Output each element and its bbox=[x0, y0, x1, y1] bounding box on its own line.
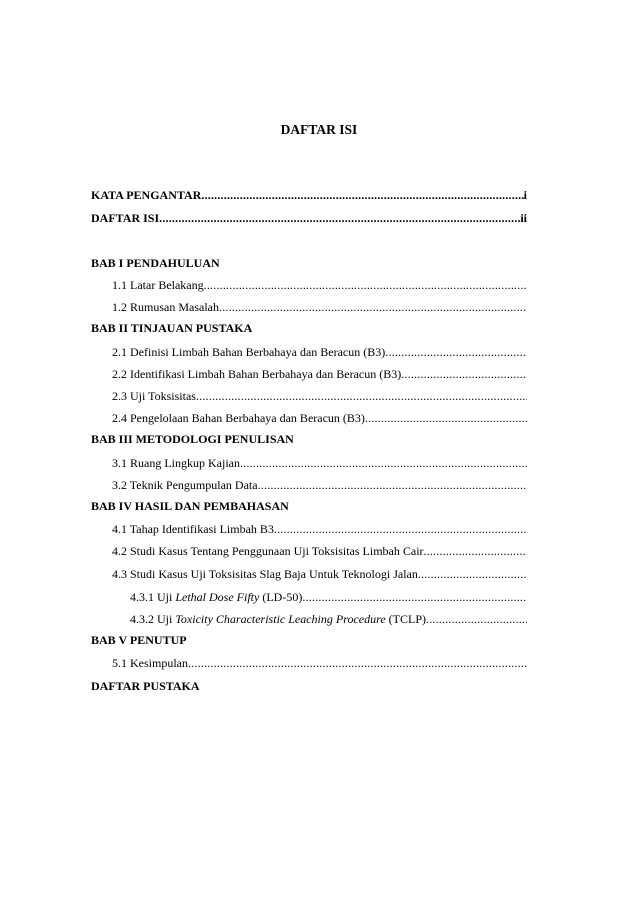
toc-entry-text: DAFTAR ISI bbox=[91, 211, 160, 225]
toc-entry-1-2[interactable] bbox=[112, 299, 527, 316]
toc-page-number: ii bbox=[520, 211, 527, 225]
toc-entry-text: 2.2 Identifikasi Limbah Bahan Berbahaya dan Beracun (B3) bbox=[112, 367, 402, 381]
dot-leader bbox=[201, 187, 523, 204]
dot-leader bbox=[365, 410, 527, 427]
page-title: DAFTAR ISI bbox=[280, 122, 358, 137]
toc-entry-text bbox=[130, 589, 302, 606]
toc-entry-prefix: 4.3.2 Uji bbox=[130, 612, 176, 626]
toc-entry-text bbox=[130, 611, 426, 628]
toc-entry-text: 2.4 Pengelolaan Bahan Berbahaya dan Beracun (B3) bbox=[112, 411, 365, 425]
dot-leader bbox=[302, 589, 527, 606]
toc-entry-prefix: 4.3.1 Uji bbox=[130, 590, 176, 604]
toc-entry-text: 1.2 Rumusan Masalah bbox=[112, 300, 219, 314]
toc-entry-daftar-isi[interactable] bbox=[91, 210, 527, 227]
toc-entry-text: 4.3 Studi Kasus Uji Toksisitas Slag Baja Untuk Teknologi Jalan bbox=[112, 567, 418, 581]
toc-entry-1-1[interactable] bbox=[112, 277, 527, 294]
toc-entry-2-3[interactable] bbox=[112, 388, 527, 405]
toc-entry-text: KATA PENGANTAR bbox=[91, 188, 202, 202]
toc-heading-bab-4[interactable]: BAB IV HASIL DAN PEMBAHASAN bbox=[91, 499, 289, 513]
toc-heading-bab-1[interactable]: BAB I PENDAHULUAN bbox=[91, 256, 220, 270]
toc-heading-bab-3[interactable]: BAB III METODOLOGI PENULISAN bbox=[91, 432, 294, 446]
toc-entry-2-4[interactable] bbox=[112, 410, 527, 427]
toc-heading-daftar-pustaka[interactable]: DAFTAR PUSTAKA bbox=[91, 679, 200, 693]
toc-entry-suffix: (LD-50) bbox=[259, 590, 303, 604]
toc-entry-4-1[interactable] bbox=[112, 521, 527, 538]
dot-leader bbox=[401, 366, 527, 383]
toc-entry-4-2[interactable] bbox=[112, 543, 527, 560]
toc-entry-kata-pengantar[interactable] bbox=[91, 187, 527, 204]
toc-entry-2-1[interactable] bbox=[112, 344, 527, 361]
toc-entry-text: 4.1 Tahap Identifikasi Limbah B3 bbox=[112, 522, 274, 536]
toc-entry-3-2[interactable] bbox=[112, 477, 527, 494]
toc-entry-text: 1.1 Latar Belakang bbox=[112, 278, 204, 292]
toc-entry-text: 2.3 Uji Toksisitas bbox=[112, 389, 196, 403]
toc-entry-text: 3.2 Teknik Pengumpulan Data bbox=[112, 478, 258, 492]
dot-leader bbox=[204, 277, 527, 294]
toc-entry-4-3[interactable] bbox=[112, 566, 527, 583]
dot-leader bbox=[159, 210, 520, 227]
dot-leader bbox=[240, 455, 527, 472]
dot-leader bbox=[385, 344, 527, 361]
toc-entry-4-3-1[interactable] bbox=[130, 589, 527, 606]
toc-entry-3-1[interactable] bbox=[112, 455, 527, 472]
dot-leader bbox=[418, 566, 527, 583]
dot-leader bbox=[426, 611, 527, 628]
toc-entry-suffix: (TCLP) bbox=[385, 612, 426, 626]
toc-entry-text: 2.1 Definisi Limbah Bahan Berbahaya dan Beracun (B3) bbox=[112, 345, 386, 359]
toc-entry-2-2[interactable] bbox=[112, 366, 527, 383]
toc-entry-text: 3.1 Ruang Lingkup Kajian bbox=[112, 456, 240, 470]
toc-entry-text: 4.2 Studi Kasus Tentang Penggunaan Uji Toksisitas Limbah Cair bbox=[112, 544, 424, 558]
toc-entry-4-3-2[interactable] bbox=[130, 611, 527, 628]
toc-heading-bab-2[interactable]: BAB II TINJAUAN PUSTAKA bbox=[91, 321, 253, 335]
dot-leader bbox=[219, 299, 527, 316]
toc-entry-5-1[interactable] bbox=[112, 655, 527, 672]
dot-leader bbox=[274, 521, 527, 538]
dot-leader bbox=[188, 655, 527, 672]
toc-page-number: i bbox=[523, 188, 527, 202]
toc-entry-text: 5.1 Kesimpulan bbox=[112, 656, 188, 670]
dot-leader bbox=[424, 543, 527, 560]
toc-entry-italic: Toxicity Characteristic Leaching Procedure bbox=[175, 612, 386, 626]
dot-leader bbox=[258, 477, 527, 494]
toc-heading-bab-5[interactable]: BAB V PENUTUP bbox=[91, 633, 187, 647]
dot-leader bbox=[196, 388, 527, 405]
toc-entry-italic: Lethal Dose Fifty bbox=[175, 590, 260, 604]
